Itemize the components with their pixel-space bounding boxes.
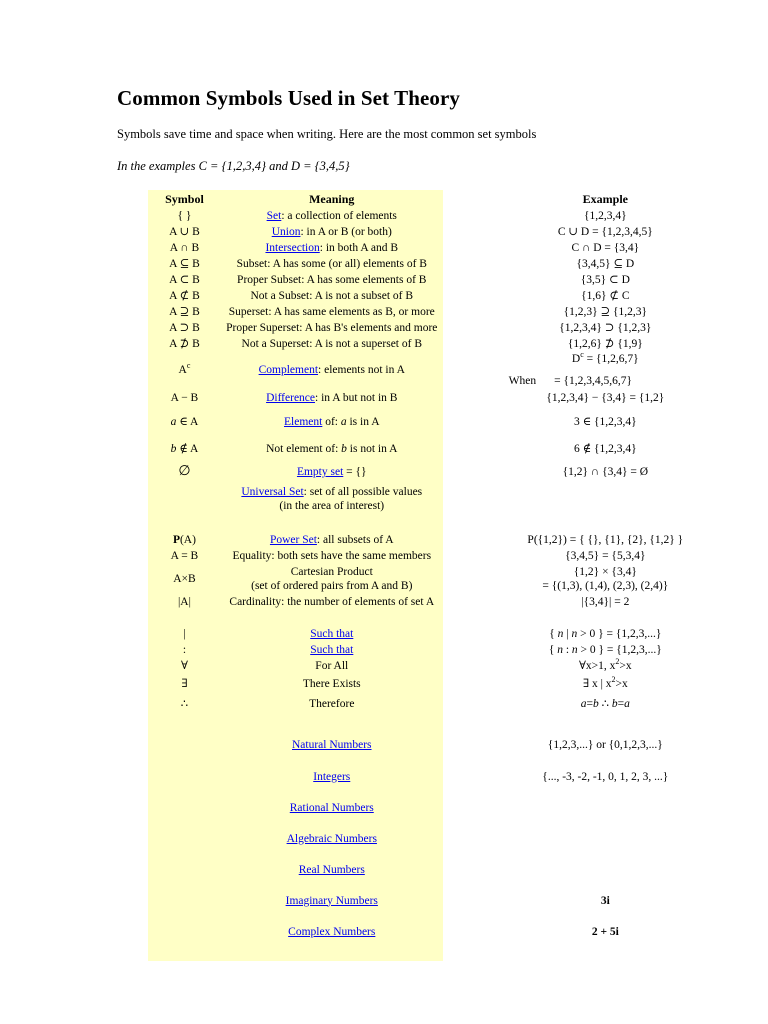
row-meaning [221,408,443,435]
examples-note: In the examples C = {1,2,3,4} and D = {3,4,5} [117,159,350,173]
row-example: {..., -3, -2, -1, 0, 1, 2, 3, ...} [443,761,768,792]
row-symbol [148,885,221,916]
spacer-cell [443,516,768,532]
ex-sup: c [580,350,584,360]
row-symbol [148,435,221,462]
table-row [148,208,768,224]
row-symbol: ∃ [148,674,221,694]
meaning-text: = {} [343,466,367,478]
row-symbol [148,482,221,516]
row-example: |{3,4}| = 2 [443,594,768,610]
such-that-link[interactable]: Such that [310,644,354,656]
real-numbers-link[interactable]: Real Numbers [298,863,365,876]
ex-var: n [557,644,563,656]
ex-sup: 2 [611,675,616,685]
ex-text: >x [619,660,632,672]
row-symbol [148,916,221,947]
table-row-integers [148,761,768,792]
symbol-rest: ∈ A [176,415,199,428]
row-symbol: A ∪ B [148,224,221,240]
ex-text: > 0 } = {1,2,3,...} [577,628,662,640]
table-row-power-set [148,532,768,548]
ex-var: b [593,698,599,710]
row-meaning [221,564,443,594]
table-row [148,224,768,240]
row-symbol [148,714,221,761]
table-row-algebraic-numbers [148,823,768,854]
table-row-such-that-bar [148,626,768,642]
row-symbol: A − B [148,388,221,408]
row-symbol: A ⊃ B [148,320,221,336]
row-example: P({1,2}) = { {}, {1}, {2}, {1,2} } [443,532,768,548]
row-example: {3,4,5} ⊆ D [443,256,768,272]
meaning-text: : all subsets of A [316,534,394,546]
meaning-line1 [223,485,441,499]
row-symbol: A = B [148,548,221,564]
table-row-empty-set [148,462,768,482]
row-meaning [221,642,443,658]
symbol-sup: c [186,361,191,371]
row-symbol: |A| [148,594,221,610]
table-row [148,304,768,320]
set-link[interactable]: Set [266,210,282,222]
table-row-real-numbers [148,854,768,885]
ex-var: b [611,698,618,710]
row-meaning [221,435,443,462]
row-meaning [221,761,443,792]
meaning-text: : in both A and B [319,242,399,254]
row-meaning: Equality: both sets have the same members [221,548,443,564]
row-meaning [221,208,443,224]
row-example [443,674,768,694]
row-symbol: A ∩ B [148,240,221,256]
ex-text: = {1,2,6,7} [583,353,639,365]
meaning-text: : in A but not in B [315,392,398,404]
row-symbol: A ⊅ B [148,336,221,352]
symbol-base: A [178,364,187,376]
meaning-line2: (set of ordered pairs from A and B) [251,580,413,592]
meaning-text: is not in A [346,442,398,455]
header-example: Example [443,190,768,208]
ex-prefix: D [571,353,581,365]
meaning-var: b [341,442,347,455]
row-meaning: Proper Superset: A has B's elements and more [221,320,443,336]
row-example: 3i [443,885,768,916]
spacer-cell [443,947,768,961]
row-meaning [221,885,443,916]
row-symbol: ∅ [148,462,221,482]
row-meaning [221,714,443,761]
meaning-text: : set of all possible values [303,486,423,498]
row-symbol: A×B [148,564,221,594]
table-row-imaginary-numbers [148,885,768,916]
ex-var: n [557,628,564,640]
row-symbol [148,408,221,435]
table-row-not-element [148,435,768,462]
symbols-table [148,190,768,961]
row-example [443,823,768,854]
symbol-var: b [170,442,177,455]
row-meaning [221,388,443,408]
imaginary-numbers-link[interactable]: Imaginary Numbers [285,894,378,907]
table-row-complex-numbers [148,916,768,947]
table-row-rational-numbers [148,792,768,823]
table-row [148,336,768,352]
universal-set-link[interactable]: Universal Set [241,486,304,498]
table-bottom-pad [148,947,768,961]
complement-example-line2 [445,374,766,388]
meaning-text: : in A or B (or both) [300,226,392,238]
complement-example-line1 [445,352,766,366]
row-symbol: : [148,642,221,658]
ex-var: n [571,644,578,656]
row-meaning: There Exists [221,674,443,694]
ex-text: >x [615,678,628,690]
symbol-bold: P [172,534,180,546]
row-symbol [148,352,221,388]
row-meaning: Not a Superset: A is not a superset of B [221,336,443,352]
table-row [148,240,768,256]
table-row-exists [148,674,768,694]
symbol-rest: ∉ A [176,442,199,455]
example-line2: = {(1,3), (1,4), (2,3), (2,4)} [542,580,669,592]
table-row-complement [148,352,768,388]
row-meaning [221,626,443,642]
rational-numbers-link[interactable]: Rational Numbers [289,801,374,814]
row-symbol: A ⊂ B [148,272,221,288]
symbol-var: a [170,415,177,428]
row-meaning: Proper Subset: A has some elements of B [221,272,443,288]
table-row-for-all [148,658,768,674]
row-example [443,626,768,642]
row-example: {1,2,3} ⊇ {1,2,3} [443,304,768,320]
table-row-equality [148,548,768,564]
intersection-link[interactable]: Intersection [265,242,320,254]
row-symbol [148,761,221,792]
row-meaning [221,532,443,548]
header-meaning: Meaning [221,190,443,208]
header-symbol: Symbol [148,190,221,208]
row-meaning [221,352,443,388]
ex-text: { [549,628,558,640]
algebraic-numbers-link[interactable]: Algebraic Numbers [286,832,377,845]
such-that-link[interactable]: Such that [310,628,354,640]
ex-var: n [571,628,578,640]
row-meaning: Superset: A has same elements as B, or more [221,304,443,320]
row-example: {1,2,3,4} [443,208,768,224]
table-row-therefore [148,694,768,714]
ex-label: When [508,375,537,387]
row-example: 6 ∉ {1,2,3,4} [443,435,768,462]
spacer-cell [221,610,443,626]
meaning-text: : elements not in A [318,364,405,376]
row-meaning [221,224,443,240]
spacer-cell [148,516,221,532]
row-example [443,854,768,885]
row-example [443,792,768,823]
spacer-cell [148,947,221,961]
ex-text: ∴ [598,698,612,710]
symbol-rest: (A) [179,534,196,546]
ex-var: a [624,698,630,710]
spacer-cell [221,516,443,532]
table-row-natural-numbers [148,714,768,761]
table-row [148,256,768,272]
ex-var: a [580,698,587,710]
ex-text: { [548,644,558,656]
row-example [443,694,768,714]
row-example: C ∩ D = {3,4} [443,240,768,256]
table-row-such-that-colon [148,642,768,658]
row-meaning [221,792,443,823]
row-meaning: Cardinality: the number of elements of set A [221,594,443,610]
difference-link[interactable]: Difference [266,392,316,404]
ex-text: > 0 } = {1,2,3,...} [577,644,662,656]
row-example: {1,2,3,4} − {3,4} = {1,2} [443,388,768,408]
row-symbol: ∴ [148,694,221,714]
table-row-difference [148,388,768,408]
complement-link[interactable]: Complement [258,364,319,376]
row-symbol: A ⊆ B [148,256,221,272]
row-symbol [148,823,221,854]
complex-numbers-link[interactable]: Complex Numbers [288,925,376,938]
row-symbol: A ⊇ B [148,304,221,320]
row-symbol [148,854,221,885]
row-meaning [221,854,443,885]
meaning-line1: Cartesian Product [290,566,373,578]
natural-numbers-link[interactable]: Natural Numbers [292,738,372,751]
row-example: {3,4,5} = {5,3,4} [443,548,768,564]
meaning-text: of: [322,415,341,428]
spacer-cell [443,610,768,626]
row-meaning [221,823,443,854]
spacer-cell [148,610,221,626]
union-link[interactable]: Union [271,226,301,238]
meaning-line2: (in the area of interest) [279,500,385,512]
page-title: Common Symbols Used in Set Theory [117,86,461,110]
ex-text: ∀x>1, x [578,660,616,672]
intro-text: Symbols save time and space when writing. Here are the most common set symbols [117,127,537,141]
row-example: {1,2,3,4} ⊃ {1,2,3} [443,320,768,336]
row-example: C ∪ D = {1,2,3,4,5} [443,224,768,240]
row-example: 3 ∈ {1,2,3,4} [443,408,768,435]
spacer-cell [221,947,443,961]
row-example [443,658,768,674]
table-row [148,288,768,304]
table-spacer [148,516,768,532]
row-meaning: Not a Subset: A is not a subset of B [221,288,443,304]
meaning-text: : a collection of elements [281,210,397,222]
row-example [443,482,768,516]
row-symbol [148,532,221,548]
ex-sup: 2 [615,657,620,667]
row-symbol: { } [148,208,221,224]
ex-text: = [586,698,594,710]
integers-link[interactable]: Integers [313,770,351,783]
row-example [443,564,768,594]
table-row-element [148,408,768,435]
table-row [148,320,768,336]
empty-set-link[interactable]: Empty set [296,466,344,478]
table-row-cardinality [148,594,768,610]
table-header-row [148,190,768,208]
row-meaning: Subset: A has some (or all) elements of B [221,256,443,272]
example-line1: {1,2} × {3,4} [573,566,637,578]
row-example: {1,6} ⊄ C [443,288,768,304]
meaning-var: a [340,415,347,428]
row-example [443,352,768,388]
ex-text: ∃ x | x [582,678,612,690]
meaning-text: is in A [346,415,380,428]
row-meaning [221,916,443,947]
row-example: {1,2} ∩ {3,4} = Ø [443,462,768,482]
row-symbol [148,792,221,823]
row-symbol: | [148,626,221,642]
meaning-text: Not element of: [266,442,342,455]
row-meaning [221,240,443,256]
ex-text: = [617,698,625,710]
table-row [148,272,768,288]
row-example: {1,2,3,...} or {0,1,2,3,...} [443,714,768,761]
power-set-link[interactable]: Power Set [269,534,317,546]
row-meaning: For All [221,658,443,674]
table-row-universal-set [148,482,768,516]
table-row-cartesian [148,564,768,594]
row-meaning [221,482,443,516]
row-example: {1,2,6} ⊅ {1,9} [443,336,768,352]
row-meaning: Therefore [221,694,443,714]
ex-text: = {1,2,3,4,5,6,7} [554,375,632,387]
row-meaning [221,462,443,482]
table-spacer [148,610,768,626]
ex-text: : [562,644,572,656]
element-link[interactable]: Element [284,415,323,428]
row-symbol: ∀ [148,658,221,674]
ex-text: | [563,628,572,640]
row-example: {3,5} ⊂ D [443,272,768,288]
row-example: 2 + 5i [443,916,768,947]
row-example [443,642,768,658]
row-symbol: A ⊄ B [148,288,221,304]
